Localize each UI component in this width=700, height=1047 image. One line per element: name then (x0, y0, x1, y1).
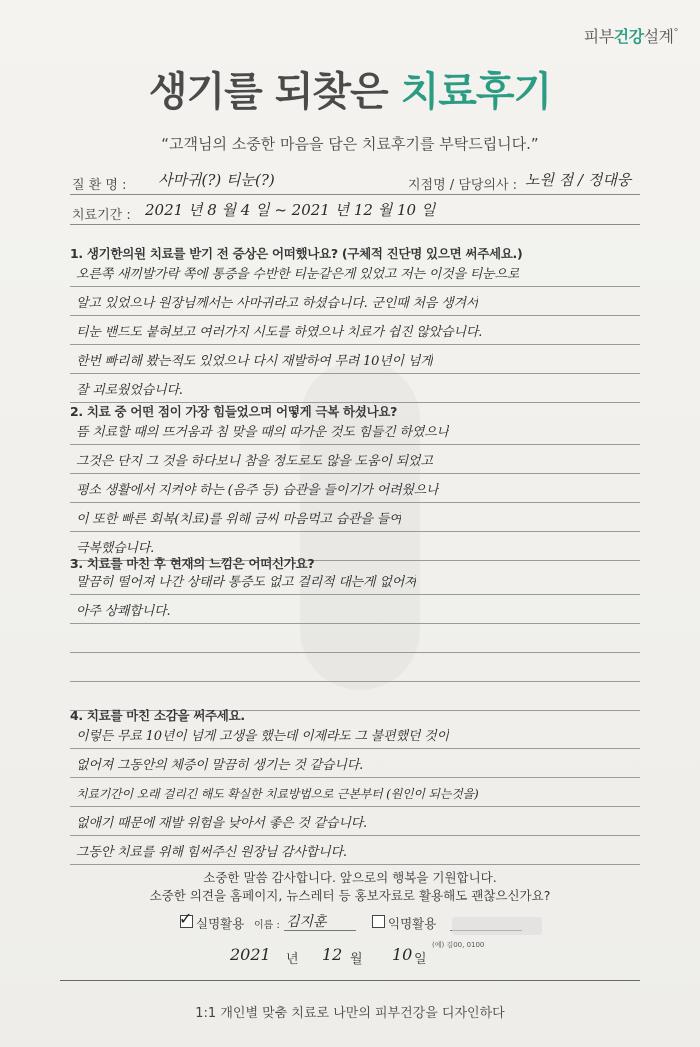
answer-line: 한번 빠리해 봤는적도 있었으나 다시 재발하여 무려 10년이 넘게 (70, 345, 640, 374)
question-2-answer (70, 416, 640, 561)
branch-value: 노원 점 / 정대웅 (525, 171, 632, 189)
question-2-title: 2. 치료 중 어떤 점이 가장 힘들었으며 어떻게 극복 하셨나요? (70, 404, 398, 419)
answer-line: 없어져 그동안의 체증이 말끔히 생기는 것 같습니다. (70, 749, 640, 778)
date-month: 12 (322, 945, 343, 964)
disease-value: 사마귀(?) 티눈(?) (158, 171, 275, 189)
question-3-answer (70, 566, 640, 711)
question-4-title: 4. 치료를 마친 소감을 써주세요. (70, 708, 245, 723)
answer-line (70, 624, 640, 653)
closing-thanks: 소중한 말씀 감사합니다. 앞으로의 행복을 기원합니다. (203, 870, 497, 885)
answer-line: 아주 상쾌합니다. (70, 595, 640, 624)
answer-line: 없애기 때문에 재발 위험을 낮아서 좋은 것 같습니다. (70, 807, 640, 836)
answer-line: 티눈 밴드도 붙혀보고 여러가지 시도를 하였으나 치료가 쉽진 않았습니다. (70, 316, 640, 345)
answer-line: 말끔히 떨어져 나간 상태라 통증도 없고 걸리적 대는게 없어져 (70, 566, 640, 595)
name-value: 김지훈 (286, 914, 327, 930)
real-name-checkbox[interactable] (179, 909, 193, 928)
question-1-title: 1. 생기한의원 치료를 받기 전 증상은 어떠했나요? (구체적 진단명 있으면 써주세요.) (70, 246, 523, 261)
footer-divider (60, 980, 640, 981)
answer-line: 그것은 단지 그 것을 하다보니 참을 정도로도 않을 도움이 되었고 (70, 445, 640, 474)
date-year-unit: 년 (286, 952, 299, 967)
signature-date (220, 946, 520, 970)
answer-line: 잘 괴로웠었습니다. (70, 374, 640, 403)
consent-options (179, 909, 620, 934)
footer-slogan: 1:1 개인별 맞춤 치료로 나만의 피부건강을 디자인하다 (195, 1006, 505, 1021)
answer-line: 치료기간이 오래 걸리긴 해도 확실한 치료방법으로 근본부터 (원인이 되는것을) (70, 778, 640, 807)
question-1-answer (70, 258, 640, 403)
anonymous-label: 익명활용 (388, 916, 437, 931)
answer-line (70, 653, 640, 682)
answer-line: 뜸 치료할 때의 뜨거움과 침 맞을 때의 따가운 것도 힘들긴 하였으나 (70, 416, 640, 445)
answer-line: 알고 있었으나 원장님께서는 사마귀라고 하셨습니다. 군인때 처음 생겨서 (70, 287, 640, 316)
period-value: 2021 년 8 월 4 일 ~ 2021 년 12 월 10 일 (145, 201, 436, 219)
answer-line: 오른쪽 새끼발가락 쪽에 통증을 수반한 티눈같은게 있었고 저는 이것을 티눈으로 (70, 258, 640, 287)
redacted-area (452, 917, 542, 935)
check-icon: ✓ (179, 909, 193, 928)
brand-logo: 피부건강설계° (583, 27, 678, 46)
real-name-label: 실명활용 (196, 916, 245, 931)
date-day: 10 (392, 945, 413, 964)
anonymous-checkbox[interactable] (372, 915, 385, 928)
question-4-answer (70, 720, 640, 865)
example-text: (예) 김00, 0100 (432, 941, 485, 949)
answer-line: 평소 생활에서 지켜야 하는 (음주 등) 습관을 들이기가 어려웠으나 (70, 474, 640, 503)
name-underline (284, 930, 356, 931)
date-month-unit: 월 (350, 952, 363, 967)
period-label: 치료기간 : (72, 208, 131, 223)
date-year: 2021 (230, 945, 271, 964)
question-3-title: 3. 치료를 마친 후 현재의 느낌은 어떠신가요? (70, 556, 315, 571)
closing-consent-question: 소중한 의견을 홈페이지, 뉴스레터 등 홍보자료로 활용해도 괜찮으신가요? (149, 888, 551, 903)
date-day-unit: 일 (414, 952, 427, 967)
answer-line: 이렇든 무료 10년이 넘게 고생을 했는데 이제라도 그 불편했던 것이 (70, 720, 640, 749)
branch-label: 지점명 / 담당의사 : (408, 178, 518, 193)
name-label: 이름 : (254, 920, 280, 931)
page-subtitle: “고객님의 소중한 마음을 담은 치료후기를 부탁드립니다.” (161, 135, 539, 153)
answer-line: 극복했습니다. (70, 532, 640, 561)
answer-line: 이 또한 빠른 회복(치료)를 위해 금씨 마음먹고 습관을 들여 (70, 503, 640, 532)
page-title: 생기를 되찾은 치료후기 (148, 69, 552, 115)
answer-line: 그동안 치료를 위해 힘써주신 원장님 감사합니다. (70, 836, 640, 865)
disease-label: 질 환 명 : (72, 178, 127, 193)
disease-row (70, 168, 640, 195)
period-row (70, 198, 640, 225)
